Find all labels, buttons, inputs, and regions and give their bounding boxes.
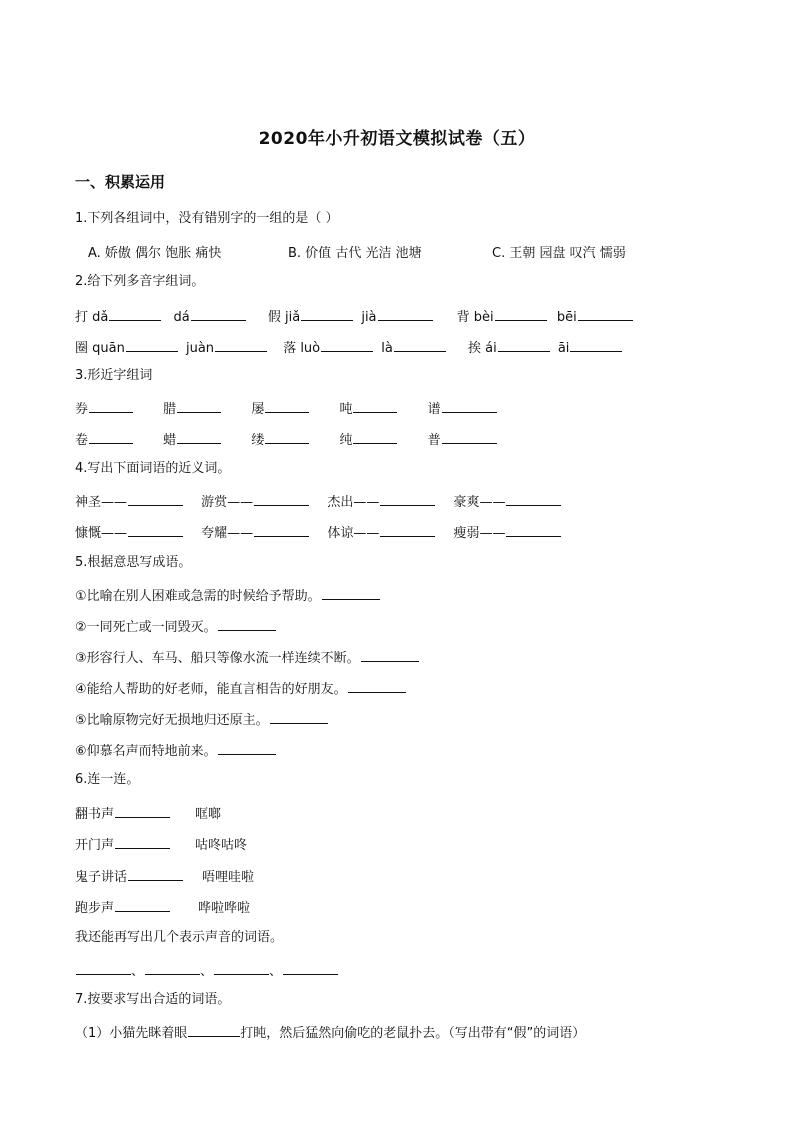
q4-word: 游赏—— — [201, 495, 254, 510]
q5-item-text: ②一同死亡或一同毁灭。 — [75, 620, 217, 635]
q3-char: 屡 — [251, 402, 265, 417]
answer-blank[interactable] — [265, 429, 309, 444]
answer-blank[interactable] — [188, 1022, 240, 1037]
separator: 、 — [200, 964, 214, 979]
answer-blank[interactable] — [380, 522, 435, 537]
answer-blank[interactable] — [128, 866, 183, 881]
q6-right: 哐啷 — [195, 807, 222, 822]
q4-word: 豪爽—— — [453, 495, 506, 510]
q5-item — [75, 678, 406, 699]
answer-blank[interactable] — [218, 740, 276, 755]
q5-item-text: ①比喻在别人困难或急需的时候给予帮助。 — [75, 589, 321, 604]
q4-word: 慷慨—— — [75, 526, 128, 541]
q3-char: 谱 — [427, 402, 441, 417]
q2-label: jià — [361, 310, 377, 325]
option-a: A. 娇傲 偶尔 饱胀 痛快 — [88, 246, 222, 261]
answer-blank[interactable] — [177, 398, 221, 413]
answer-blank[interactable] — [270, 709, 328, 724]
q3-char: 蜡 — [163, 433, 177, 448]
answer-blank[interactable] — [378, 306, 433, 321]
answer-blank[interactable] — [394, 337, 446, 352]
q6-right: 唔哩哇啦 — [202, 870, 255, 885]
option-c: C. 王朝 园盘 叹汽 懦弱 — [492, 246, 626, 261]
question-7-stem: 7.按要求写出合适的词语。 — [75, 992, 231, 1007]
q6-left: 翻书声 — [75, 807, 115, 822]
question-5-stem: 5.根据意思写成语。 — [75, 555, 192, 570]
q6-left: 鬼子讲话 — [75, 870, 128, 885]
answer-blank[interactable] — [570, 337, 622, 352]
answer-blank[interactable] — [348, 678, 406, 693]
q6-row — [75, 834, 170, 855]
answer-blank[interactable] — [115, 834, 170, 849]
q2-row-1 — [75, 306, 633, 327]
q5-item — [75, 616, 276, 637]
q2-label: 打 dǎ — [75, 310, 109, 325]
q5-item — [75, 740, 276, 761]
q2-label: 圈 quān — [75, 341, 125, 356]
q6-left: 跑步声 — [75, 901, 115, 916]
q2-label: juàn — [185, 341, 215, 356]
q5-item-text: ⑤比喻原物完好无损地归还原主。 — [75, 713, 269, 728]
q5-item-text: ④能给人帮助的好老师，能直言相告的好朋友。 — [75, 682, 347, 697]
q2-label: 背 bèi — [456, 310, 494, 325]
answer-blank[interactable] — [301, 306, 353, 321]
q7-text: （1）小猫先眯着眼 — [75, 1026, 188, 1041]
answer-blank[interactable] — [442, 398, 497, 413]
separator: 、 — [131, 964, 145, 979]
q3-char: 普 — [427, 433, 441, 448]
answer-blank[interactable] — [89, 398, 133, 413]
answer-blank[interactable] — [214, 960, 269, 975]
option-b: B. 价值 古代 光洁 池塘 — [288, 246, 422, 261]
question-6-stem: 6.连一连。 — [75, 772, 140, 787]
q5-item — [75, 585, 380, 606]
answer-blank[interactable] — [115, 803, 170, 818]
answer-blank[interactable] — [254, 491, 309, 506]
answer-blank[interactable] — [265, 398, 309, 413]
q3-char: 缕 — [251, 433, 265, 448]
q6-row — [75, 866, 183, 887]
q2-label: dá — [173, 310, 190, 325]
q4-word: 体谅—— — [327, 526, 380, 541]
q6-row — [75, 803, 170, 824]
separator: 、 — [269, 964, 283, 979]
q4-word: 瘦弱—— — [453, 526, 506, 541]
q6-left: 开门声 — [75, 838, 115, 853]
q2-label: āi — [557, 341, 570, 356]
q6-extra: 我还能再写出几个表示声音的词语。 — [75, 930, 284, 945]
q6-extra-blanks — [75, 960, 338, 981]
q5-item — [75, 647, 419, 668]
answer-blank[interactable] — [218, 616, 276, 631]
answer-blank[interactable] — [322, 585, 380, 600]
q2-label: 假 jiǎ — [267, 310, 301, 325]
q2-label: bēi — [556, 310, 577, 325]
answer-blank[interactable] — [495, 306, 547, 321]
q3-char: 卷 — [75, 433, 89, 448]
q6-right: 哗啦哗啦 — [198, 901, 251, 916]
q3-char: 吨 — [339, 402, 353, 417]
answer-blank[interactable] — [177, 429, 221, 444]
answer-blank[interactable] — [578, 306, 633, 321]
q2-row-2 — [75, 337, 622, 358]
answer-blank[interactable] — [254, 522, 309, 537]
q4-row-2 — [75, 522, 561, 543]
answer-blank[interactable] — [215, 337, 267, 352]
answer-blank[interactable] — [145, 960, 200, 975]
q4-row-1 — [75, 491, 561, 512]
question-4-stem: 4.写出下面词语的近义词。 — [75, 461, 231, 476]
q3-char: 纯 — [339, 433, 353, 448]
q4-word: 杰出—— — [327, 495, 380, 510]
q5-item — [75, 709, 328, 730]
answer-blank[interactable] — [128, 491, 183, 506]
q3-char: 券 — [75, 402, 89, 417]
answer-blank[interactable] — [89, 429, 133, 444]
question-3-stem: 3.形近字组词 — [75, 368, 153, 383]
q2-label: 挨 ái — [467, 341, 497, 356]
section-heading: 一、积累运用 — [75, 173, 166, 191]
q6-right: 咕咚咕咚 — [195, 838, 248, 853]
q2-label: 落 luò — [283, 341, 321, 356]
answer-blank[interactable] — [128, 522, 183, 537]
q3-row-2 — [75, 429, 497, 450]
answer-blank[interactable] — [115, 897, 170, 912]
answer-blank[interactable] — [126, 337, 178, 352]
answer-blank[interactable] — [380, 491, 435, 506]
answer-blank[interactable] — [353, 398, 397, 413]
answer-blank[interactable] — [76, 960, 131, 975]
answer-blank[interactable] — [442, 429, 497, 444]
answer-blank[interactable] — [283, 960, 338, 975]
q3-char: 腊 — [163, 402, 177, 417]
q5-item-text: ⑥仰慕名声而特地前来。 — [75, 744, 217, 759]
q7-text: 打盹，然后猛然向偷吃的老鼠扑去。（写出带有“假”的词语） — [240, 1026, 586, 1041]
answer-blank[interactable] — [506, 522, 561, 537]
answer-blank[interactable] — [498, 337, 550, 352]
q6-row — [75, 897, 170, 918]
question-1-stem: 1.下列各组词中，没有错别字的一组的是（ ） — [75, 211, 339, 226]
answer-blank[interactable] — [109, 306, 161, 321]
q3-row-1 — [75, 398, 497, 419]
q7-item-1 — [75, 1022, 585, 1043]
answer-blank[interactable] — [321, 337, 373, 352]
answer-blank[interactable] — [361, 647, 419, 662]
answer-blank[interactable] — [353, 429, 397, 444]
q2-label: là — [381, 341, 393, 356]
page-title: 2020年小升初语文模拟试卷（五） — [258, 129, 536, 149]
q4-word: 神圣—— — [75, 495, 128, 510]
q4-word: 夸耀—— — [201, 526, 254, 541]
answer-blank[interactable] — [506, 491, 561, 506]
q5-item-text: ③形容行人、车马、船只等像水流一样连续不断。 — [75, 651, 360, 666]
answer-blank[interactable] — [191, 306, 246, 321]
question-2-stem: 2.给下列多音字组词。 — [75, 274, 205, 289]
